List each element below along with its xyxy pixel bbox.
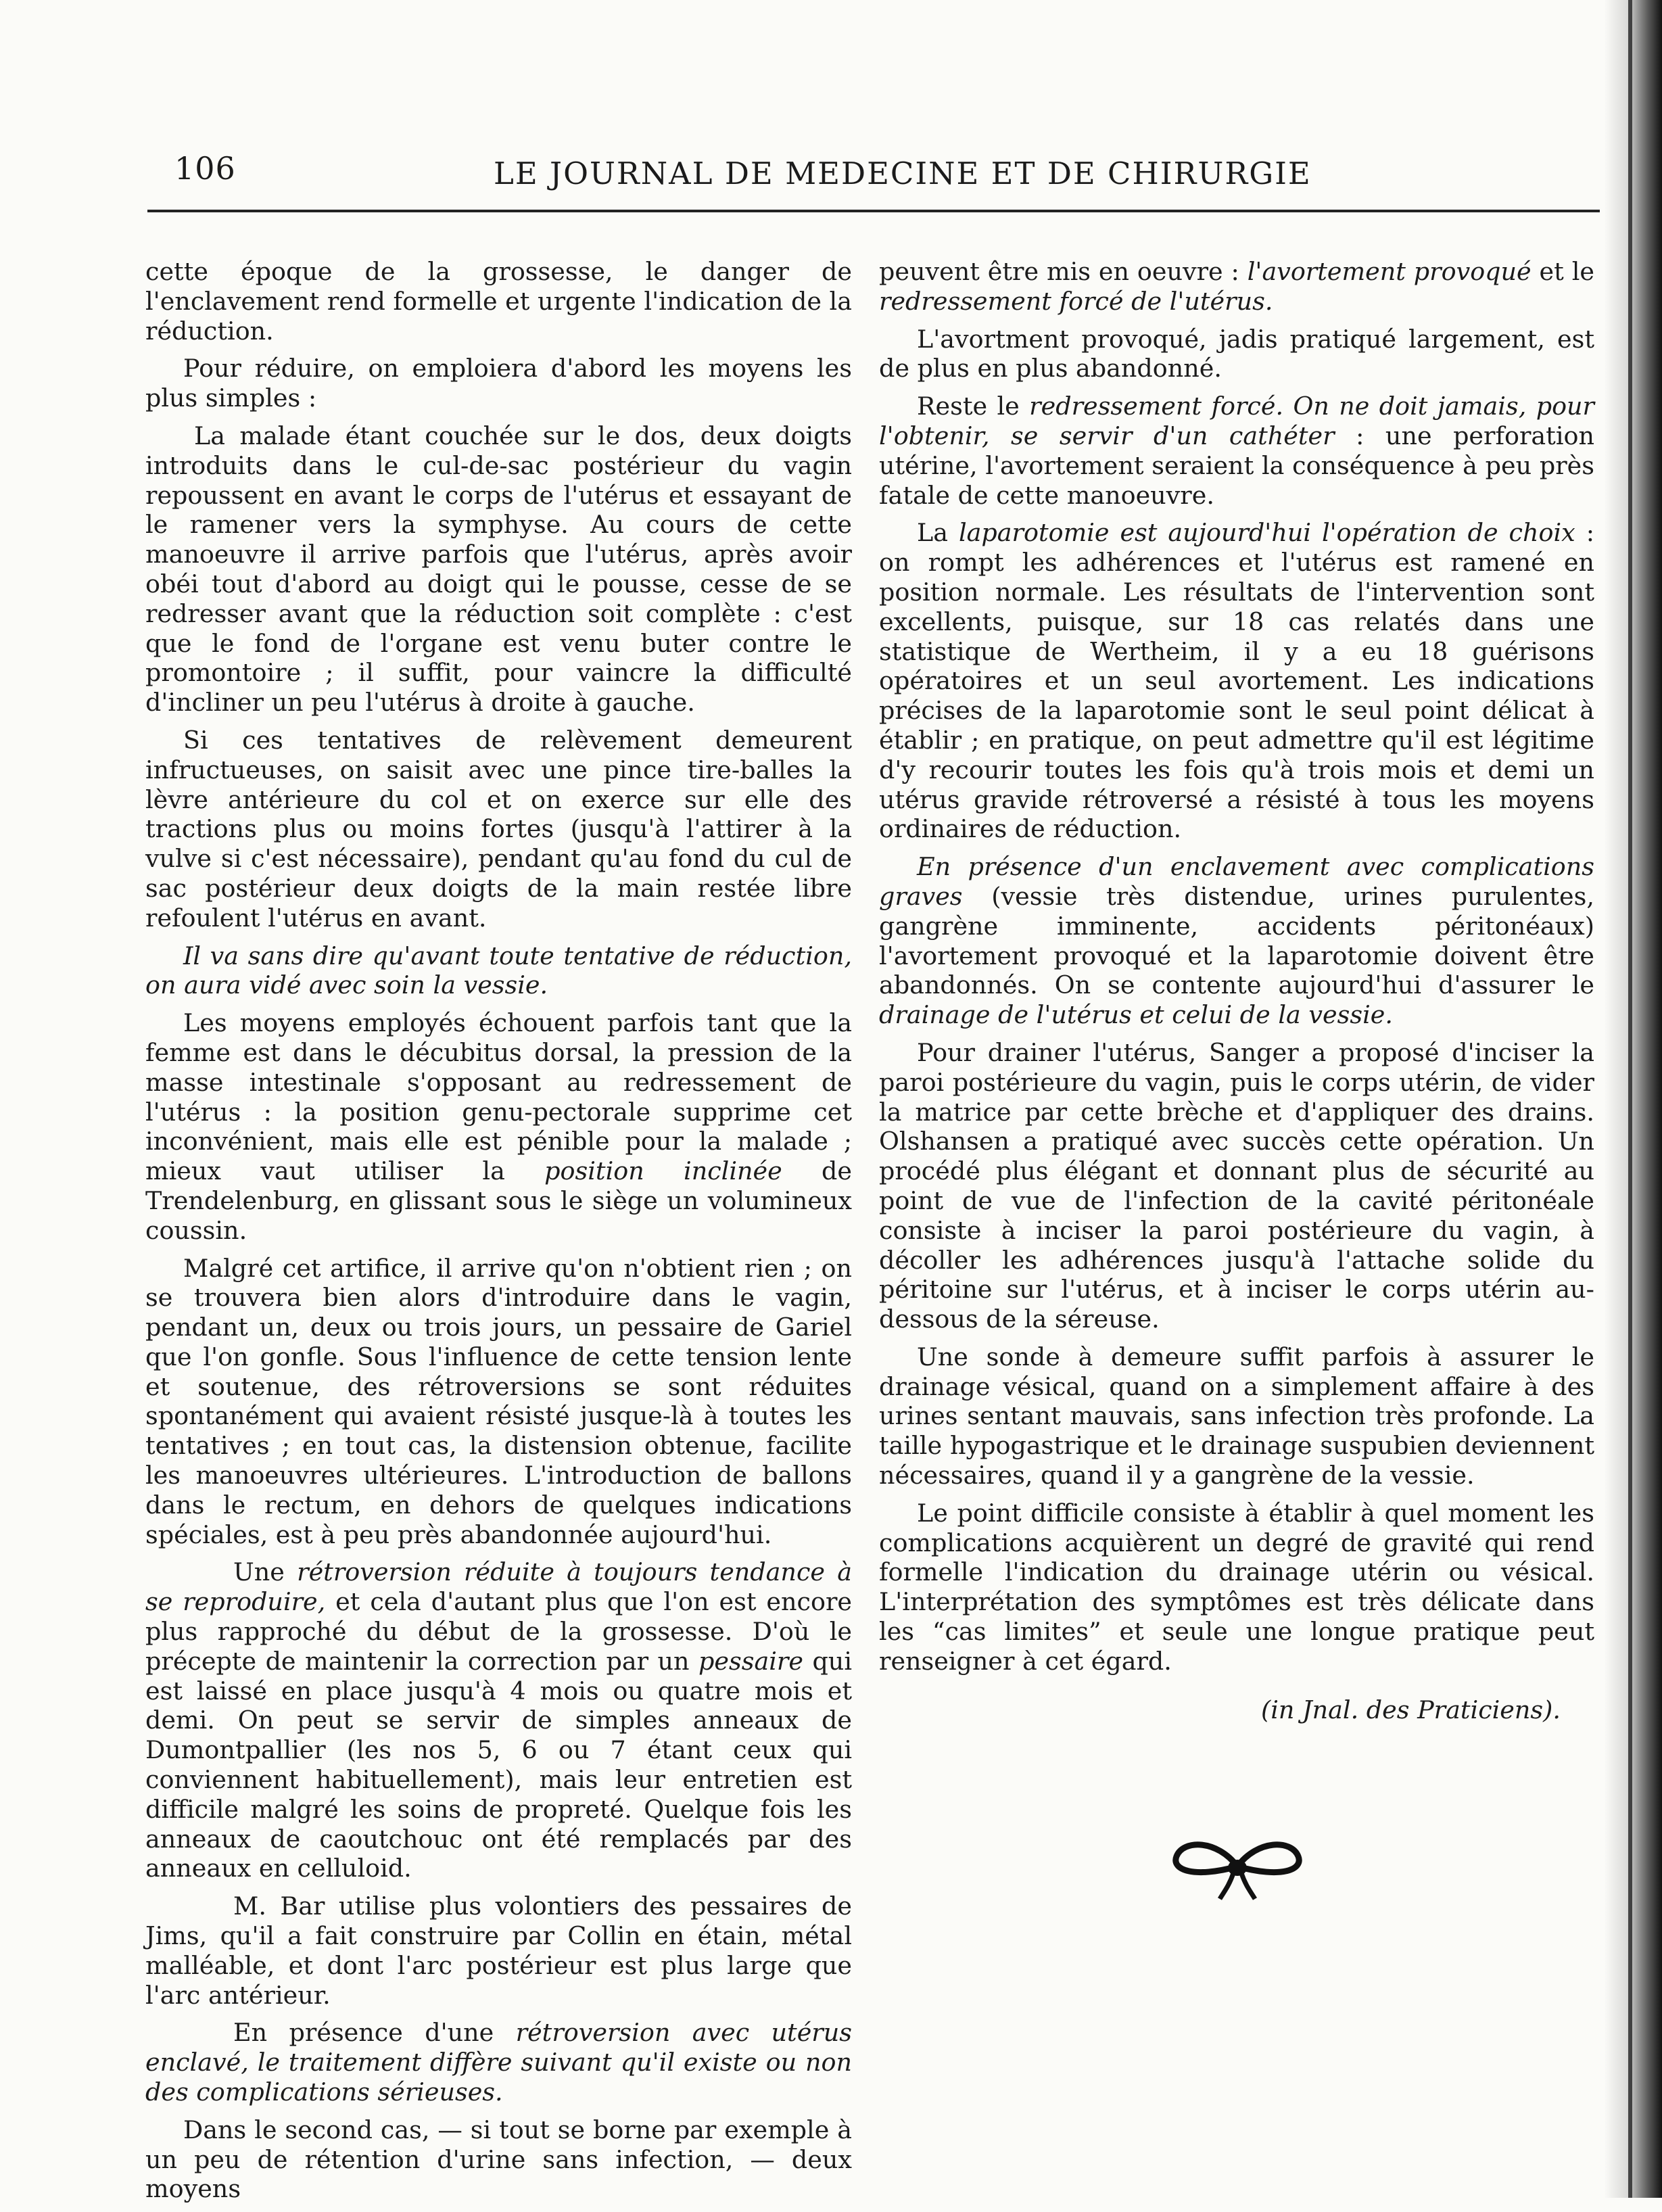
right-paragraph-8: Le point difficile consiste à établir à quel moment les complications acquièrent un degré de gravité qui rend formelle l'indication du drainage utérin ou vésical. L'interprétation des symptômes est très délicate dans les “cas limites” et seule une longue pratique peut renseigner à cet égard. [879,1498,1594,1676]
left-paragraph-8 [145,1557,852,1883]
bow-ornament-icon [1163,1826,1312,1907]
page-edge-line [1628,0,1632,2198]
left-paragraph-7: Malgré cet artifice, il arrive qu'on n'obtient rien ; on se trouvera bien alors d'introduire dans le vagin, pendant un, deux ou trois jours, un pessaire de Gariel que l'on gonfle. Sous l'influence de cette tension lente et soutenue, des rétroversions se sont réduites spontanément qui avaient résisté jusque-là à toutes les tentatives ; en tout cas, la distension obtenue, facilite les manoeuvres ultérieures. L'introduction de ballons dans le rectum, en dehors de quelques indications spéciales, est à peu près abandonnée aujourd'hui. [145,1253,852,1549]
left-p6-b: de Trendelenburg, en glissant sous le siège un volumineux coussin. [145,1156,852,1245]
right-column [879,257,1594,1733]
right-paragraph-3 [879,392,1594,510]
left-p8-b: et cela d'autant plus que l'on est encore plus rapproché du début de la grossesse. D'où le précepte de maintenir la correction par un [145,1587,852,1676]
left-column [145,257,852,2212]
right-paragraph-7: Une sonde à demeure suffit parfois à assurer le drainage vésical, quand on a simplement affaire à des urines sentant mauvais, sans infection très profonde. La taille hypogastrique et le drainage suspubien deviennent nécessaires, quand il y a gangrène de la vessie. [879,1342,1594,1490]
right-p1-italic: l'avortement provoqué [1247,257,1532,286]
right-p4-b: : on rompt les adhérences et l'utérus est ramené en position normale. Les résultats de l'intervention sont excellents, puisque, sur 18 cas relatés dans une statistique de Wertheim, il y a eu 18 guérisons opératoires et un seul avortement. Les indications précises de la laparotomie sont le seul point délicat à établir ; en pratique, on peut admettre qu'il est légitime d'y recourir toutes les fois qu'à trois mois et demi un utérus gravide rétroversé a résisté à tous les moyens ordinaires de réduction. [879,518,1594,844]
left-paragraph-5 [145,941,852,1001]
left-p6-a: Les moyens employés échouent parfois tant que la femme est dans le décubitus dorsal, la pression de la masse intestinale s'opposant au redressement de l'utérus : la position genu-pectorale supprime cet inconvénient, mais elle est pénible pour la malade ; mieux vaut utiliser la [145,1008,852,1186]
right-p3-italic: redressement forcé. On ne doit jamais, pour l'obtenir, se servir d'un cathéter [879,392,1595,450]
right-p1-b: et le [1531,257,1594,286]
right-p3-a: Reste le [917,392,1030,421]
left-paragraph-4: Si ces tentatives de relèvement demeurent infructueuses, on saisit avec une pince tire-balles la lèvre antérieure du col et on exerce sur elle des tractions plus ou moins fortes (jusqu'à l'attirer à la vulve si c'est nécessaire), pendant qu'au fond du cul de sac postérieur deux doigts de la main restée libre refoulent l'utérus en avant. [145,725,852,933]
right-p4-italic: laparotomie est aujourd'hui l'opération de choix [958,518,1575,548]
left-p8-a: Une [233,1557,298,1587]
right-paragraph-1 [879,257,1594,316]
right-p5-a: (vessie très distendue, urines purulentes, gangrène imminente, accidents péritonéaux) l'avortement provoqué et la laparotomie doivent être abandonnés. On se contente aujourd'hui d'assurer le [879,881,1594,1000]
right-paragraph-2: L'avortment provoqué, jadis pratiqué largement, est de plus en plus abandonné. [879,324,1594,383]
left-paragraph-11: Dans le second cas, — si tout se borne par exemple à un peu de rétention d'urine sans infection, — deux moyens [145,2115,852,2204]
left-paragraph-3: La malade étant couchée sur le dos, deux doigts introduits dans le cul-de-sac postérieur du vagin repoussent en avant le corps de l'utérus et essayant de le ramener vers la symphyse. Au cours de cette manoeuvre il arrive parfois que l'utérus, après avoir obéi tout d'abord au doigt qui le pousse, cesse de se redresser avant que la réduction soit complète : c'est que le fond de l'organe est venu buter contre le promontoire ; il suffit, pour vaincre la difficulté d'incliner un peu l'utérus à droite à gauche. [145,421,852,717]
right-p1-a: peuvent être mis en oeuvre : [879,257,1248,286]
left-paragraph-10 [145,2018,852,2107]
citation [879,1695,1594,1725]
right-p3-b: : une perforation utérine, l'avortement seraient la conséquence à peu près fatale de cette manoeuvre. [879,421,1594,510]
running-title: LE JOURNAL DE MEDECINE ET DE CHIRURGIE [494,156,1312,191]
right-paragraph-4 [879,518,1594,844]
left-p8-italic-1: rétroversion réduite à toujours tendance à se reproduire, [145,1557,852,1617]
right-p5-italic: En présence d'un enclavement avec complications graves [879,852,1594,911]
left-p5-italic: Il va sans dire qu'avant toute tentative de réduction, on aura vidé avec soin la vessie. [145,941,852,1000]
right-p1-italic-2: redressement forcé de l'utérus. [879,286,1273,316]
left-paragraph-1: cette époque de la grossesse, le danger de l'enclavement rend formelle et urgente l'indication de la réduction. [145,257,852,346]
left-p8-italic-2: pessaire [698,1646,803,1676]
left-paragraph-2: Pour réduire, on emploiera d'abord les moyens les plus simples : [145,354,852,413]
right-p5-italic-2: drainage de l'utérus et celui de la vessie. [879,1000,1393,1030]
right-paragraph-5 [879,852,1594,1030]
left-p10-a: En présence d'une [233,2018,516,2048]
page-number: 106 [174,150,236,187]
left-p8-c: qui est laissé en place jusqu'à 4 mois ou quatre mois et demi. On peut se servir de simples anneaux de Dumontpallier (les nos 5, 6 ou 7 étant ceux qui conviennent habituellement), mais leur entretien est difficile malgré les soins de propreté. Quelque fois les anneaux de caoutchouc ont été remplacés par des anneaux en celluloid. [145,1646,852,1883]
left-p6-italic: position inclinée [544,1156,782,1186]
left-paragraph-9: M. Bar utilise plus volontiers des pessaires de Jims, qu'il a fait construire par Collin en étain, métal malléable, et dont l'arc postérieur est plus large que l'arc antérieur. [145,1891,852,2010]
header-rule [147,210,1600,212]
right-p4-a: La [917,518,959,548]
citation-text: (in Jnal. des Praticiens). [1260,1695,1561,1724]
left-p10-italic: rétroversion avec utérus enclavé, le traitement diffère suivant qu'il existe ou non des complications sérieuses. [145,2018,852,2107]
page-edge-shadow [1604,0,1662,2198]
left-paragraph-6 [145,1008,852,1245]
right-paragraph-6: Pour drainer l'utérus, Sanger a proposé d'inciser la paroi postérieure du vagin, puis le corps utérin, de vider la matrice par cette brèche et d'appliquer des drains. Olshansen a pratiqué avec succès cette opération. Un procédé plus élégant et donnant plus de sécurité au point de vue de l'infection de la cavité péritonéale consiste à inciser la paroi postérieure du vagin, à décoller les adhérences jusqu'à l'attache solide du péritoine sur l'utérus, et à inciser le corps utérin au-dessous de la séreuse. [879,1037,1594,1334]
